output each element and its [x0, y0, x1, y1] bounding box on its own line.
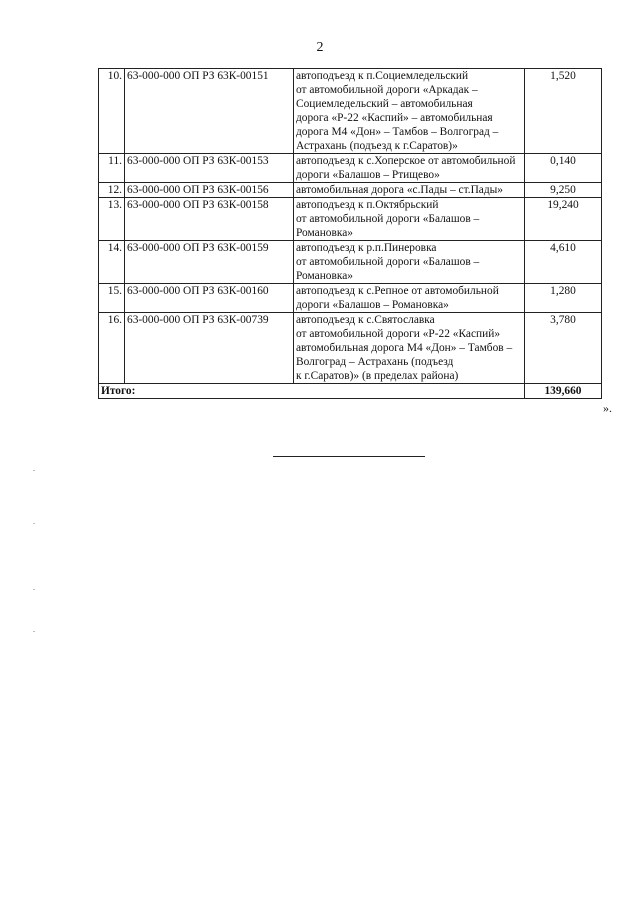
closing-quote: ». [603, 401, 612, 415]
road-length: 1,520 [525, 69, 602, 154]
road-id: 63-000-000 ОП РЗ 63К-00153 [125, 154, 294, 183]
road-name-line: от автомобильной дороги «Аркадак – [296, 84, 478, 96]
scan-margin-mark [33, 523, 35, 524]
road-name-line: дорога М4 «Дон» – Тамбов – Волгоград – [296, 126, 499, 138]
road-name [294, 154, 525, 183]
road-name-line: Астрахань (подъезд к г.Саратов)» [296, 140, 458, 152]
road-name-line: автоподъезд к с.Репное от автомобильной [296, 285, 499, 297]
total-value: 139,660 [525, 384, 602, 399]
table-row [99, 198, 602, 241]
row-number: 16. [99, 313, 125, 384]
scan-margin-mark [33, 589, 35, 590]
road-length: 9,250 [525, 183, 602, 198]
scan-margin-mark [33, 631, 35, 632]
table-row [99, 183, 602, 198]
road-name-line: автоподъезд к с.Святославка [296, 314, 435, 326]
road-name [294, 69, 525, 154]
table-row [99, 69, 602, 154]
table-row [99, 154, 602, 183]
row-number: 15. [99, 284, 125, 313]
road-id: 63-000-000 ОП РЗ 63К-00159 [125, 241, 294, 284]
road-id: 63-000-000 ОП РЗ 63К-00156 [125, 183, 294, 198]
road-name-line: от автомобильной дороги «Балашов – [296, 213, 480, 225]
road-length: 19,240 [525, 198, 602, 241]
road-length: 4,610 [525, 241, 602, 284]
road-name [294, 313, 525, 384]
table-body [99, 69, 602, 384]
road-length: 0,140 [525, 154, 602, 183]
road-id: 63-000-000 ОП РЗ 63К-00158 [125, 198, 294, 241]
road-name-line: Волгоград – Астрахань (подъезд [296, 356, 454, 368]
road-name-line: автомобильная дорога «с.Пады – ст.Пады» [296, 184, 503, 196]
road-name-line: Социемледельский – автомобильная [296, 98, 473, 110]
road-name [294, 284, 525, 313]
roads-table [98, 68, 602, 399]
road-name-line: дорога «Р-22 «Каспий» – автомобильная [296, 112, 493, 124]
road-name-line: Романовка» [296, 227, 353, 239]
road-name-line: от автомобильной дороги «Р-22 «Каспий» [296, 328, 501, 340]
road-name-line: автоподъезд к п.Социемледельский [296, 70, 469, 82]
scan-margin-mark [33, 470, 35, 471]
road-name [294, 241, 525, 284]
road-name-line: автомобильная дорога М4 «Дон» – Тамбов – [296, 342, 513, 354]
table-row [99, 241, 602, 284]
road-name [294, 198, 525, 241]
table-row [99, 284, 602, 313]
row-number: 11. [99, 154, 125, 183]
road-name-line: к г.Саратов)» (в пределах района) [296, 370, 459, 382]
row-number: 14. [99, 241, 125, 284]
road-name [294, 183, 525, 198]
road-name-line: автоподъезд к с.Хоперское от автомобильной [296, 155, 516, 167]
separator-line [273, 456, 425, 457]
road-name-line: от автомобильной дороги «Балашов – [296, 256, 480, 268]
total-label: Итого: [99, 384, 525, 399]
row-number: 13. [99, 198, 125, 241]
road-id: 63-000-000 ОП РЗ 63К-00739 [125, 313, 294, 384]
road-name-line: Романовка» [296, 270, 353, 282]
road-name-line: автоподъезд к п.Октябрьский [296, 199, 439, 211]
road-id: 63-000-000 ОП РЗ 63К-00151 [125, 69, 294, 154]
road-name-line: дороги «Балашов – Ртищево» [296, 169, 440, 181]
road-name-line: дороги «Балашов – Романовка» [296, 299, 449, 311]
road-id: 63-000-000 ОП РЗ 63К-00160 [125, 284, 294, 313]
road-length: 1,280 [525, 284, 602, 313]
row-number: 10. [99, 69, 125, 154]
row-number: 12. [99, 183, 125, 198]
road-length: 3,780 [525, 313, 602, 384]
table-row [99, 313, 602, 384]
road-name-line: автоподъезд к р.п.Пинеровка [296, 242, 437, 254]
total-row [99, 384, 602, 399]
page-number: 2 [316, 40, 324, 55]
